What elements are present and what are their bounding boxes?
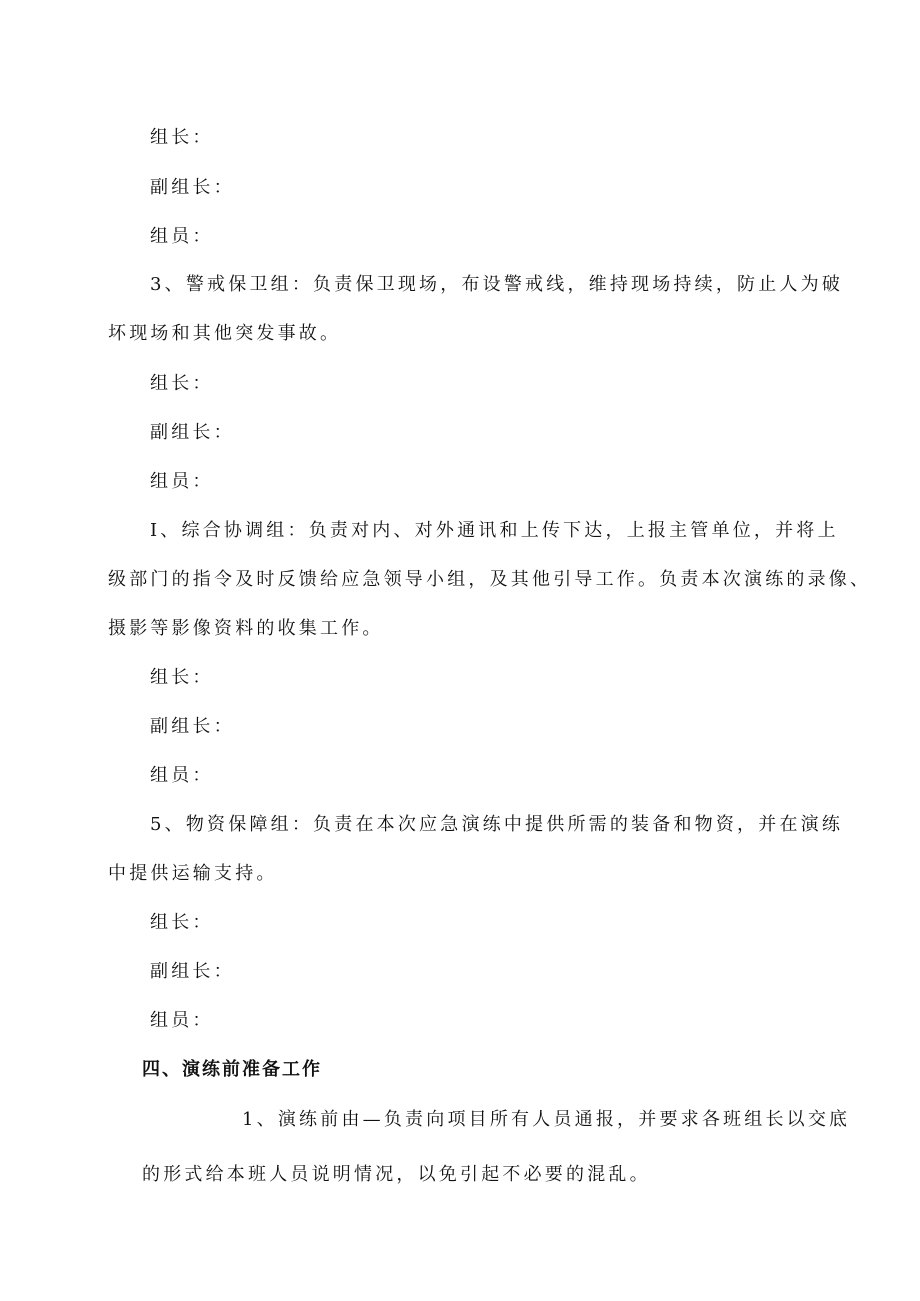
group-4-members-label: 组员：	[150, 765, 214, 786]
group-1-leader-label: 组长：	[150, 127, 214, 148]
group-3-members-label: 组员：	[150, 471, 214, 492]
group-1-members-label: 组员：	[150, 226, 214, 247]
group-5-description-line-2: 中提供运输支持。	[108, 863, 278, 884]
group-4-leader-label: 组长：	[150, 667, 214, 688]
group-4-description-line-3: 摄影等影像资料的收集工作。	[108, 618, 384, 639]
group-5-deputy-label: 副组长：	[150, 961, 235, 982]
group-5-description-line-1: 5、物资保障组：负责在本次应急演练中提供所需的装备和物资，并在演练	[150, 814, 844, 835]
group-4-deputy-label: 副组长：	[150, 716, 235, 737]
group-3-description-line-2: 坏现场和其他突发事故。	[108, 323, 342, 344]
group-5-leader-label: 组长：	[150, 912, 214, 933]
group-1-deputy-label: 副组长：	[150, 177, 235, 198]
group-4-description-line-1: I、综合协调组：负责对内、对外通讯和上传下达，上报主管单位，并将上	[150, 520, 839, 541]
group-4-description-line-2: 级部门的指令及时反馈给应急领导小组，及其他引导工作。负责本次演练的录像、	[108, 569, 872, 590]
group-3-deputy-label: 副组长：	[150, 422, 235, 443]
section-heading: 四、演练前准备工作	[142, 1059, 322, 1080]
prep-item-1-line-2: 的形式给本班人员说明情况，以免引起不必要的混乱。	[142, 1164, 651, 1185]
group-5-members-label: 组员：	[150, 1010, 214, 1031]
group-3-description-line-1: 3、警戒保卫组：负责保卫现场，布设警戒线，维持现场持续，防止人为破	[150, 274, 844, 295]
prep-item-1-line-1: 1、演练前由—负责向项目所有人员通报，并要求各班组长以交底	[242, 1109, 851, 1130]
group-3-leader-label: 组长：	[150, 373, 214, 394]
